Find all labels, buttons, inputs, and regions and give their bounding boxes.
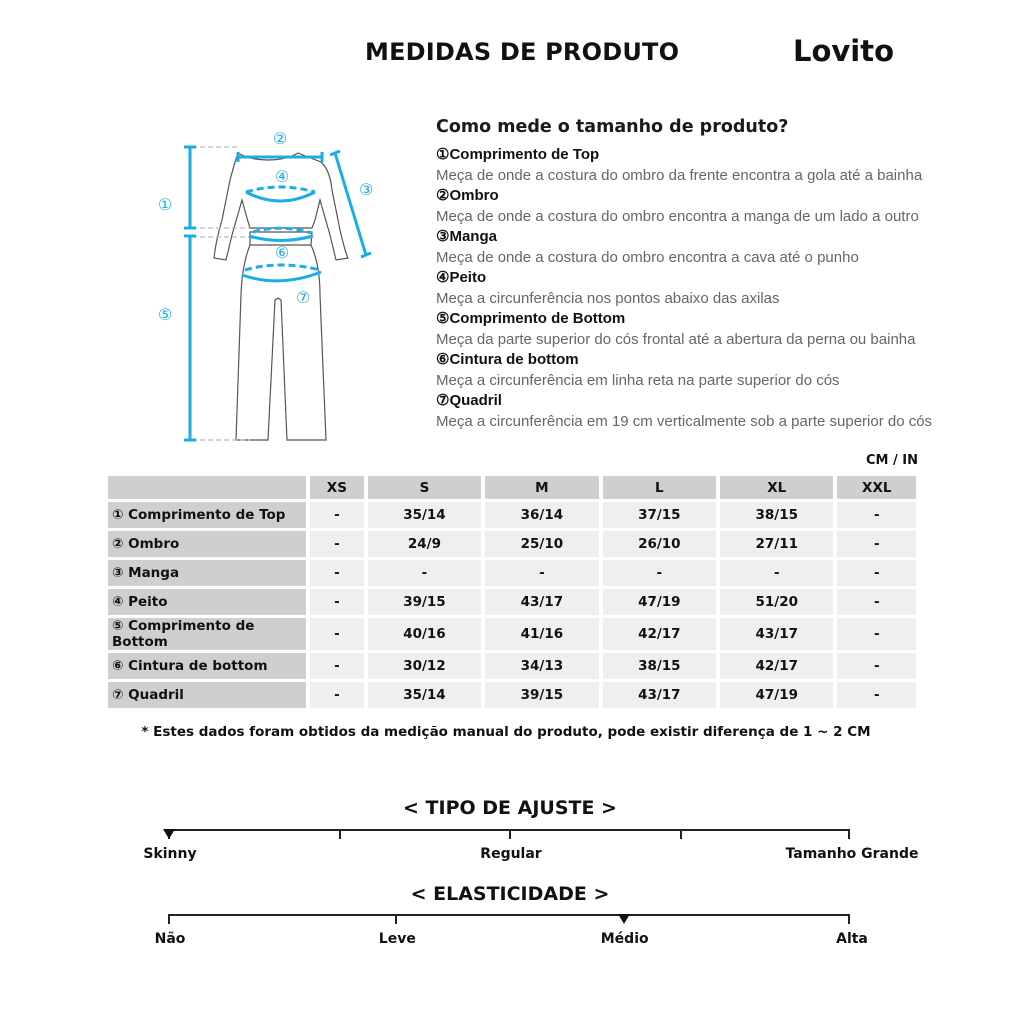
- table-row: [108, 653, 916, 679]
- instruction-heading: ⑥Cintura de bottom: [436, 351, 579, 368]
- table-cell: 42/17: [720, 653, 833, 679]
- instruction-desc: Meça a circunferência em 19 cm verticalmente sob a parte superior do cós: [436, 413, 933, 430]
- table-row: [108, 502, 916, 528]
- table-cell: 37/15: [603, 502, 716, 528]
- table-cell: -: [310, 682, 364, 708]
- size-header: XL: [720, 476, 833, 499]
- callout-2: ②: [272, 129, 288, 148]
- instruction-item: [436, 227, 932, 268]
- measurement-note: * Estes dados foram obtidos da medição manual do produto, pode existir diferença de 1 ~ 2 CM: [141, 724, 871, 740]
- fit-tick: [680, 829, 682, 839]
- instruction-item: [436, 268, 932, 309]
- size-header: M: [485, 476, 598, 499]
- callout-5: ⑤: [157, 305, 173, 324]
- table-cell: 43/17: [603, 682, 716, 708]
- elasticity-scale: [168, 914, 850, 928]
- fit-tick: [848, 829, 850, 839]
- size-header: XXL: [837, 476, 916, 499]
- callout-7: ⑦: [295, 288, 311, 307]
- table-cell: 42/17: [603, 618, 716, 650]
- table-cell: -: [368, 560, 481, 586]
- table-cell: -: [837, 502, 916, 528]
- garment-diagram: [150, 120, 390, 450]
- callout-1: ①: [157, 195, 173, 214]
- instruction-desc: Meça da parte superior do cós frontal até a abertura da perna ou bainha: [436, 331, 916, 348]
- page-title: MEDIDAS DE PRODUTO: [365, 38, 680, 66]
- row-label: ⑥ Cintura de bottom: [108, 653, 306, 679]
- fit-label: Skinny: [143, 846, 197, 862]
- row-label: ④ Peito: [108, 589, 306, 615]
- instruction-item: [436, 145, 932, 186]
- table-row: [108, 618, 916, 650]
- fit-label: Regular: [480, 846, 542, 862]
- elasticity-scale-bar: [168, 914, 850, 916]
- instruction-item: [436, 391, 932, 432]
- table-header-row: [108, 476, 916, 499]
- table-cell: -: [485, 560, 598, 586]
- table-cell: 25/10: [485, 531, 598, 557]
- unit-label: CM / IN: [866, 453, 918, 468]
- row-label: ② Ombro: [108, 531, 306, 557]
- table-cell: -: [603, 560, 716, 586]
- table-row: [108, 560, 916, 586]
- table-cell: -: [837, 560, 916, 586]
- fit-tick: [509, 829, 511, 839]
- fit-selected-marker-icon: [163, 829, 175, 839]
- fit-scale-title: < TIPO DE AJUSTE >: [403, 797, 617, 819]
- elasticity-label: Alta: [836, 931, 868, 947]
- table-row: [108, 589, 916, 615]
- size-header: S: [368, 476, 481, 499]
- table-cell: 35/14: [368, 682, 481, 708]
- elasticity-tick: [848, 914, 850, 924]
- table-cell: 51/20: [720, 589, 833, 615]
- row-label: ⑦ Quadril: [108, 682, 306, 708]
- elasticity-scale-title: < ELASTICIDADE >: [410, 883, 610, 905]
- table-cell: 43/17: [485, 589, 598, 615]
- table-cell: -: [310, 589, 364, 615]
- size-header: XS: [310, 476, 364, 499]
- table-cell: 26/10: [603, 531, 716, 557]
- table-cell: 41/16: [485, 618, 598, 650]
- table-cell: -: [837, 682, 916, 708]
- table-cell: 24/9: [368, 531, 481, 557]
- instruction-list: [436, 145, 932, 432]
- instruction-desc: Meça de onde a costura do ombro da frente encontra a gola até a bainha: [436, 167, 923, 184]
- measurement-lines: [184, 147, 374, 440]
- row-label: ① Comprimento de Top: [108, 502, 306, 528]
- howto-title: Como mede o tamanho de produto?: [436, 117, 789, 137]
- table-cell: 38/15: [603, 653, 716, 679]
- table-cell: -: [310, 560, 364, 586]
- table-row: [108, 682, 916, 708]
- table-cell: 39/15: [368, 589, 481, 615]
- instruction-heading: ②Ombro: [436, 187, 499, 204]
- size-table: [104, 473, 920, 711]
- callout-6: ⑥: [274, 243, 290, 262]
- instruction-heading: ④Peito: [436, 269, 487, 286]
- table-cell: 38/15: [720, 502, 833, 528]
- fit-tick: [339, 829, 341, 839]
- elasticity-tick: [395, 914, 397, 924]
- table-cell: -: [837, 653, 916, 679]
- table-cell: 39/15: [485, 682, 598, 708]
- table-row: [108, 531, 916, 557]
- instruction-desc: Meça de onde a costura do ombro encontra a manga de um lado a outro: [436, 208, 919, 225]
- table-cell: 47/19: [603, 589, 716, 615]
- table-cell: -: [310, 531, 364, 557]
- table-cell: -: [837, 589, 916, 615]
- elasticity-label: Não: [154, 931, 186, 947]
- callout-4: ④: [274, 167, 290, 186]
- elasticity-selected-marker-icon: [618, 914, 630, 924]
- table-cell: -: [837, 531, 916, 557]
- fit-label: Tamanho Grande: [785, 846, 919, 862]
- instruction-heading: ⑦Quadril: [436, 392, 502, 409]
- header-corner: [108, 476, 306, 499]
- table-cell: 27/11: [720, 531, 833, 557]
- row-label: ③ Manga: [108, 560, 306, 586]
- brand-logo: Lovito: [793, 34, 895, 68]
- table-cell: 34/13: [485, 653, 598, 679]
- table-cell: -: [310, 618, 364, 650]
- table-cell: -: [720, 560, 833, 586]
- table-cell: 30/12: [368, 653, 481, 679]
- elasticity-tick: [168, 914, 170, 924]
- size-header: L: [603, 476, 716, 499]
- elasticity-label: Leve: [378, 931, 416, 947]
- table-cell: 35/14: [368, 502, 481, 528]
- instruction-heading: ⑤Comprimento de Bottom: [436, 310, 626, 327]
- instruction-desc: Meça a circunferência em linha reta na parte superior do cós: [436, 372, 840, 389]
- table-cell: 40/16: [368, 618, 481, 650]
- instruction-item: [436, 309, 932, 350]
- table-cell: -: [310, 653, 364, 679]
- table-cell: 36/14: [485, 502, 598, 528]
- fit-scale: [168, 829, 850, 843]
- table-cell: -: [310, 502, 364, 528]
- table-cell: 47/19: [720, 682, 833, 708]
- elasticity-label: Médio: [600, 931, 649, 947]
- instruction-heading: ③Manga: [436, 228, 497, 245]
- instruction-item: [436, 350, 932, 391]
- table-cell: 43/17: [720, 618, 833, 650]
- instruction-desc: Meça de onde a costura do ombro encontra a cava até o punho: [436, 249, 859, 266]
- table-cell: -: [837, 618, 916, 650]
- instruction-item: [436, 186, 932, 227]
- callout-3: ③: [358, 180, 374, 199]
- garment-outline: [214, 153, 348, 440]
- instruction-desc: Meça a circunferência nos pontos abaixo das axilas: [436, 290, 780, 307]
- row-label: ⑤ Comprimento de Bottom: [108, 618, 306, 650]
- instruction-heading: ①Comprimento de Top: [436, 146, 600, 163]
